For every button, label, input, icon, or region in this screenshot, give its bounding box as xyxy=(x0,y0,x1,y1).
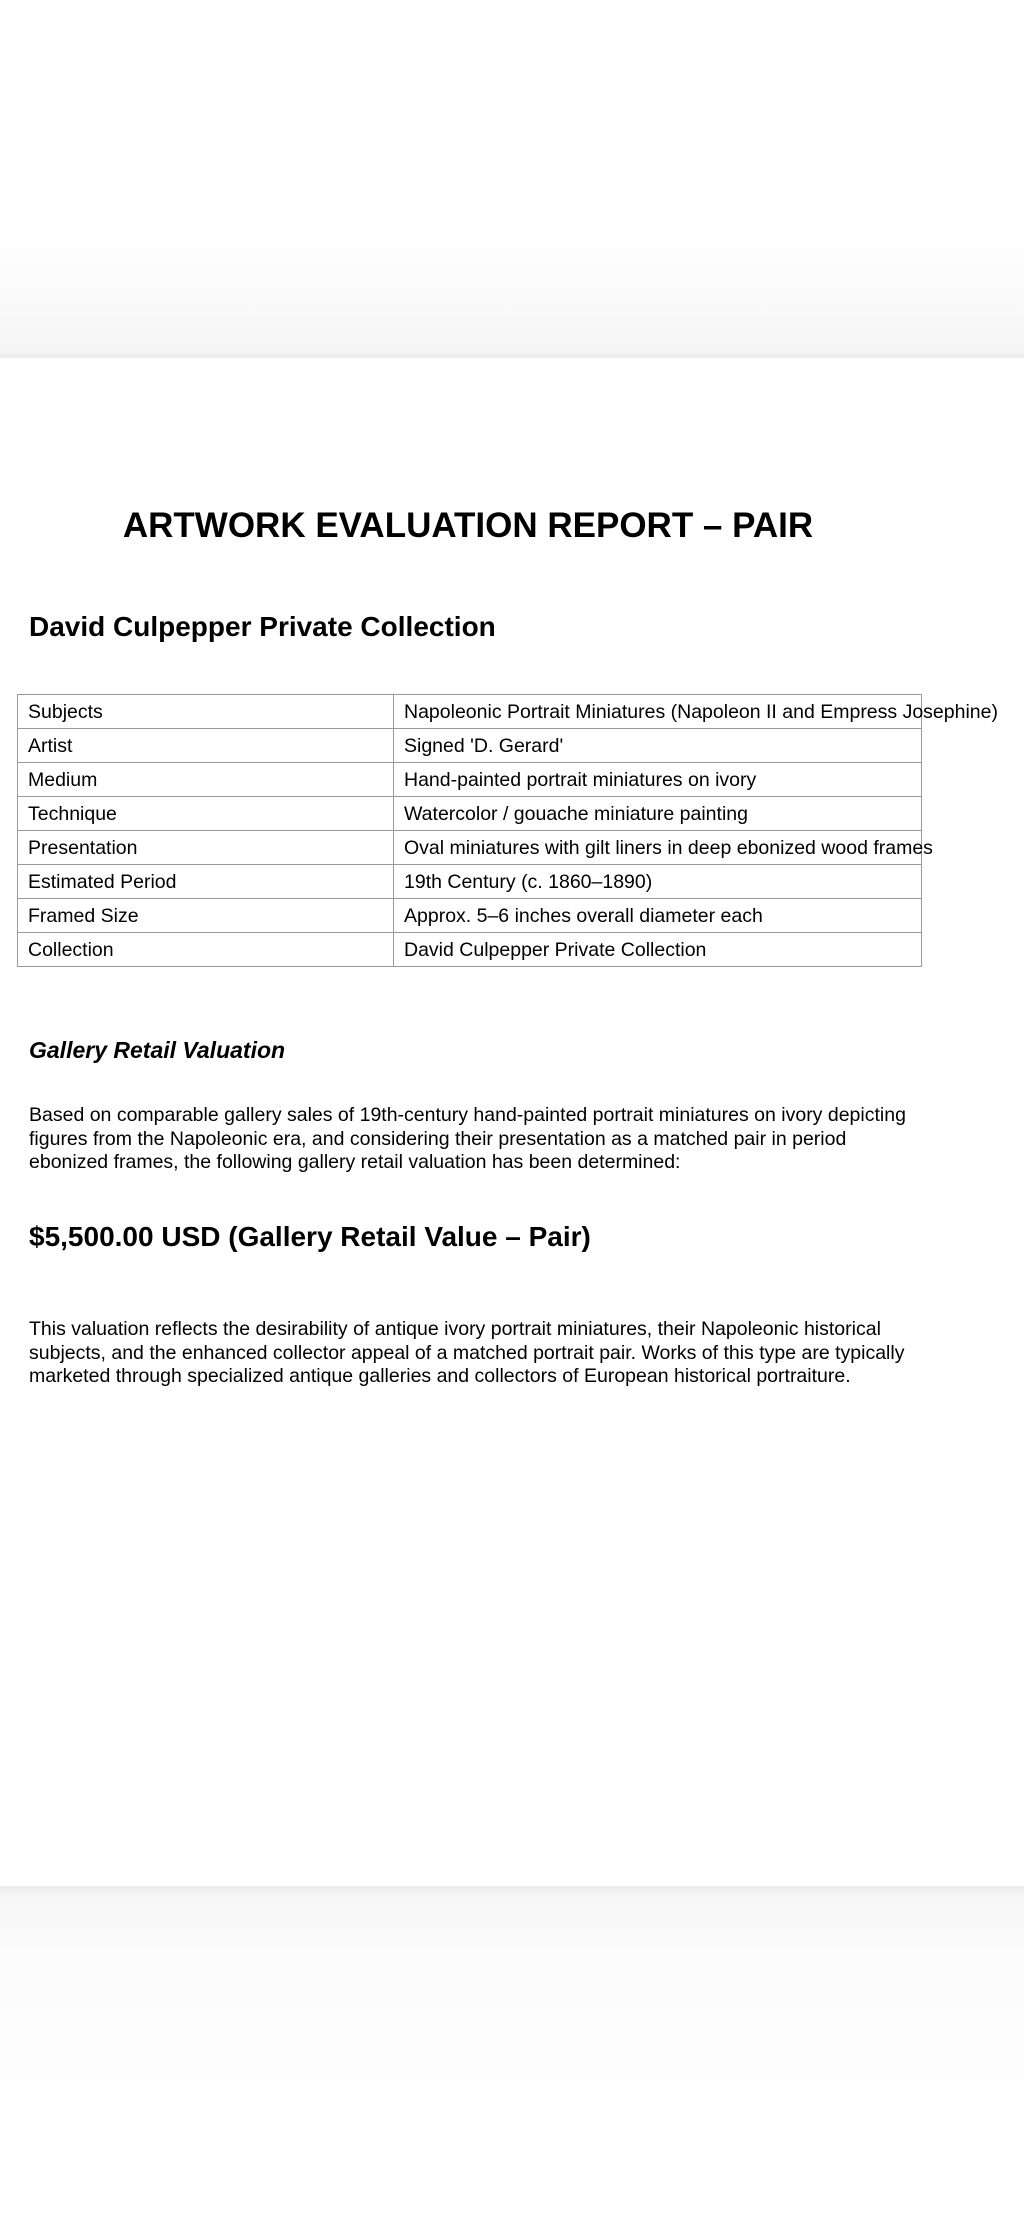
table-row xyxy=(18,729,922,763)
collection-heading: David Culpepper Private Collection xyxy=(29,611,496,642)
table-row xyxy=(18,831,922,865)
table-row xyxy=(18,899,922,933)
valuation-amount: $5,500.00 USD (Gallery Retail Value – Pair) xyxy=(29,1221,591,1252)
row-value: Watercolor / gouache miniature painting xyxy=(394,797,922,831)
row-label: Subjects xyxy=(18,695,394,729)
valuation-heading: Gallery Retail Valuation xyxy=(29,1037,286,1063)
row-label: Technique xyxy=(18,797,394,831)
row-label: Estimated Period xyxy=(18,865,394,899)
row-value: Oval miniatures with gilt liners in deep ebonized wood frames xyxy=(394,831,922,865)
row-value: Hand-painted portrait miniatures on ivory xyxy=(394,763,922,797)
row-value: Signed 'D. Gerard' xyxy=(394,729,922,763)
table-row xyxy=(18,797,922,831)
row-value: Napoleonic Portrait Miniatures (Napoleon II and Empress Josephine) xyxy=(394,695,922,729)
table-row xyxy=(18,865,922,899)
row-label: Presentation xyxy=(18,831,394,865)
document-page xyxy=(0,358,1024,1886)
row-label: Collection xyxy=(18,933,394,967)
row-label: Framed Size xyxy=(18,899,394,933)
table-row xyxy=(18,933,922,967)
report-title: ARTWORK EVALUATION REPORT – PAIR xyxy=(122,506,814,545)
details-table xyxy=(17,694,998,967)
valuation-intro-paragraph: Based on comparable gallery sales of 19th-century hand-painted portrait miniatures on ivory depicting figures from the Napoleonic era, and considering their presentation as a matched pair in period ebonized frames, the following gallery retail valuation has been determined: xyxy=(29,1104,906,1173)
viewer-background-bottom xyxy=(0,1886,1024,2215)
valuation-closing-paragraph: This valuation reflects the desirability of antique ivory portrait miniatures, their Napoleonic historical subjects, and the enhanced collector appeal of a matched portrait pair. Works of this type are typically marketed through specialized antique galleries and collectors of European historical portraiture. xyxy=(29,1318,905,1387)
row-label: Medium xyxy=(18,763,394,797)
row-label: Artist xyxy=(18,729,394,763)
row-value: 19th Century (c. 1860–1890) xyxy=(394,865,922,899)
row-value: Approx. 5–6 inches overall diameter each xyxy=(394,899,922,933)
table-row xyxy=(18,763,922,797)
table-row xyxy=(18,695,922,729)
viewer-background-top xyxy=(0,0,1024,358)
row-value: David Culpepper Private Collection xyxy=(394,933,922,967)
